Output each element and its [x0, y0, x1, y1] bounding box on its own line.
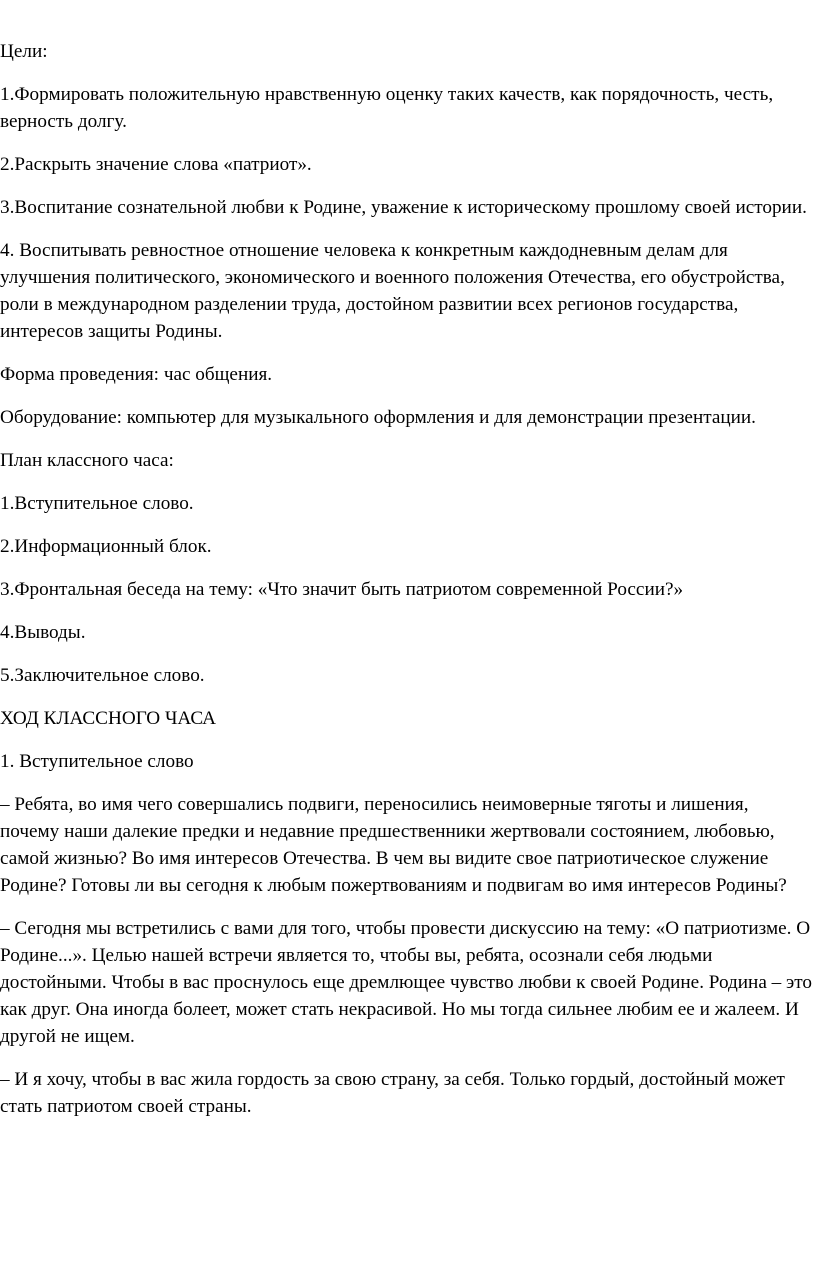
goal-item-3: 3.Воспитание сознательной любви к Родине, уважение к историческому прошлому своей истории.: [0, 197, 807, 218]
goal-item-2: 2.Раскрыть значение слова «патриот».: [0, 154, 312, 175]
intro-paragraph-3: – И я хочу, чтобы в вас жила гордость за свою страну, за себя. Только гордый, достойный может стать патриотом своей страны.: [0, 1069, 785, 1117]
plan-item-4: 4.Выводы.: [0, 622, 86, 643]
lesson-heading: ХОД КЛАССНОГО ЧАСА: [0, 708, 217, 729]
plan-item-2: 2.Информационный блок.: [0, 536, 212, 557]
plan-item-1: 1.Вступительное слово.: [0, 493, 194, 514]
plan-item-5: 5.Заключительное слово.: [0, 665, 205, 686]
equipment: Оборудование: компьютер для музыкального оформления и для демонстрации презентации.: [0, 407, 756, 428]
intro-paragraph-1: – Ребята, во имя чего совершались подвиги, переносились неимоверные тяготы и лишения, почему наши далекие предки и недавние предшественники жертвовали состоянием, любовью, самой жизнью? Во имя интересов Отечества. В чем вы видите свое патриотическое служение Родине? Готовы ли вы сегодня к любым пожертвованиям и подвигам во имя интересов Родины?: [0, 794, 787, 896]
goal-item-4: 4. Воспитывать ревностное отношение человека к конкретным каждодневным делам для улучшения политического, экономического и военного положения Отечества, его обустройства, роли в международном разделении труда, достойном развитии всех регионов государства, интересов защиты Родины.: [0, 240, 785, 342]
intro-paragraph-2: – Сегодня мы встретились с вами для того, чтобы провести дискуссию на тему: «О патриотизме. О Родине...». Целью нашей встречи является то, чтобы вы, ребята, осознали себя людьми достойными. Чтобы в вас проснулось еще дремлющее чувство любви к своей Родине. Родина – это как друг. Она иногда болеет, может стать некрасивой. Но мы тогда сильнее любим ее и жалеем. И другой не ищем.: [0, 918, 812, 1047]
goals-heading: Цели:: [0, 41, 48, 62]
event-form: Форма проведения: час общения.: [0, 364, 273, 385]
plan-item-3: 3.Фронтальная беседа на тему: «Что значит быть патриотом современной России?»: [0, 579, 684, 600]
plan-heading: План классного часа:: [0, 450, 174, 471]
goal-item-1: 1.Формировать положительную нравственную оценку таких качеств, как порядочность, честь, верность долгу.: [0, 84, 774, 132]
section-heading-intro: 1. Вступительное слово: [0, 751, 194, 772]
document-page: [0, 38, 812, 1136]
